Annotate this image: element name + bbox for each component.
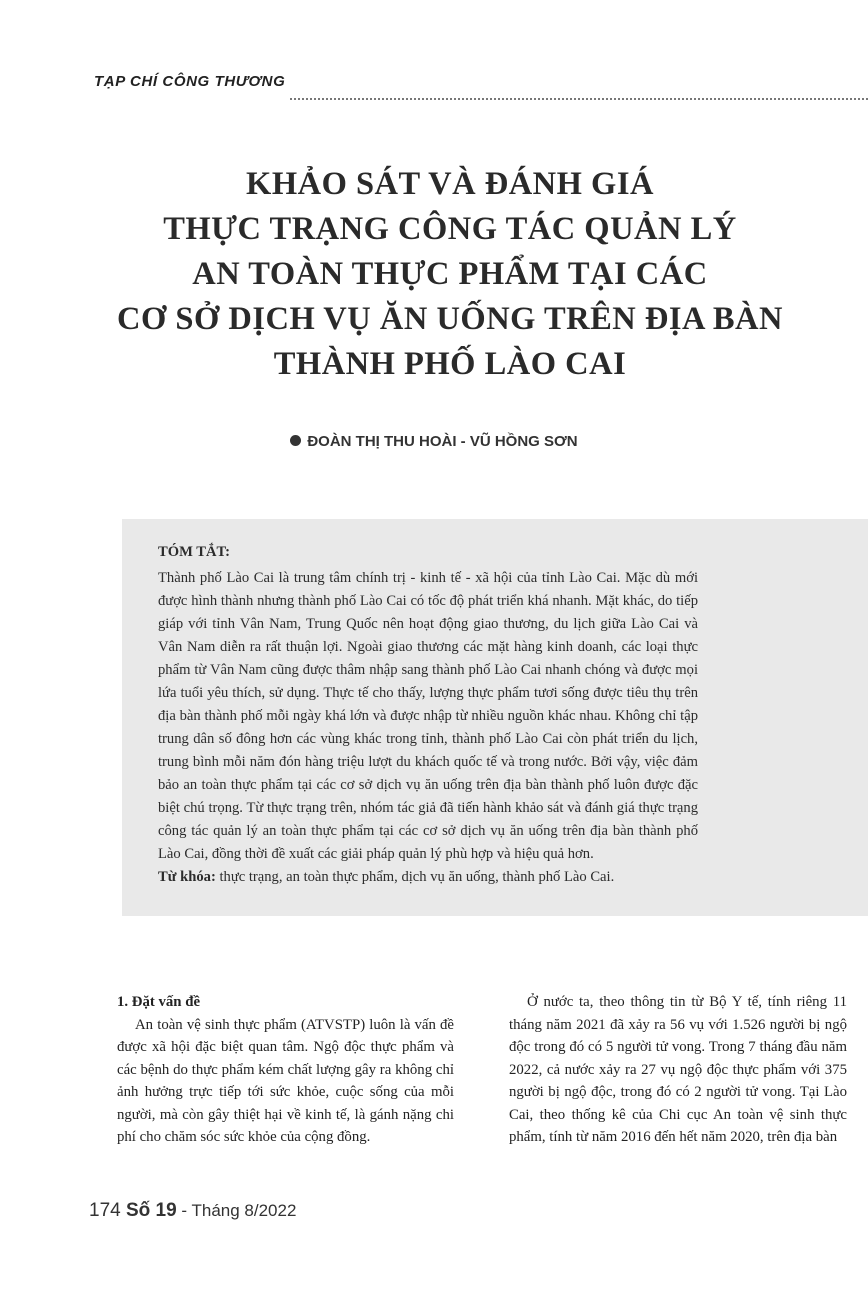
title-line: KHẢO SÁT VÀ ĐÁNH GIÁ [246, 166, 654, 202]
title-line: CƠ SỞ DỊCH VỤ ĂN UỐNG TRÊN ĐỊA BÀN [117, 301, 783, 337]
keywords-label: Từ khóa: [158, 869, 216, 885]
keywords [158, 866, 698, 889]
title-line: AN TOÀN THỰC PHẨM TẠI CÁC [192, 256, 708, 292]
section-heading: 1. Đặt vấn đề [117, 994, 201, 1010]
left-column [117, 991, 454, 1149]
abstract-heading: TÓM TẮT: [158, 544, 231, 560]
article-title [60, 162, 840, 387]
author-line [0, 433, 868, 450]
abstract-content [158, 541, 698, 889]
page-footer [89, 1200, 296, 1222]
issue-number: Số 19 [125, 1200, 177, 1221]
abstract-box [122, 519, 868, 916]
title-line: THỰC TRẠNG CÔNG TÁC QUẢN LÝ [163, 211, 737, 247]
abstract-body: Thành phố Lào Cai là trung tâm chính trị - kinh tế - xã hội của tỉnh Lào Cai. Mặc dù mới được hình thành nhưng thành phố Lào Cai có tốc độ phát triển khá nhanh. Mặt khác, do tiếp giáp với tỉnh Vân Nam, Trung Quốc nên hoạt động giao thương, du lịch giữa Lào Cai và Vân Nam diễn ra rất thuận lợi. Ngoài giao thương các mặt hàng kinh doanh, các loại thực phẩm từ Vân Nam cũng được thâm nhập sang thành phố Lào Cai nhanh chóng và được mọi lứa tuổi yêu thích, sử dụng. Thực tế cho thấy, lượng thực phẩm tươi sống được tiêu thụ trên địa bàn thành phố mỗi ngày khá lớn và được nhập từ nhiều nguồn khác nhau. Không chỉ tập trung dân số đông hơn các vùng khác trong tỉnh, thành phố Lào Cai còn phát triển du lịch, trung bình mỗi năm đón hàng triệu lượt du khách quốc tế và trong nước. Bởi vậy, việc đảm bảo an toàn thực phẩm tại các cơ sở dịch vụ ăn uống trên địa bàn thành phố luôn được đặc biệt chú trọng. Từ thực trạng trên, nhóm tác giả đã tiến hành khảo sát và đánh giá thực trạng công tác quản lý an toàn thực phẩm tại các cơ sở dịch vụ ăn uống trên địa bàn thành phố Lào Cai, đồng thời đề xuất các giải pháp quản lý phù hợp và hiệu quả hơn. [158, 570, 698, 862]
journal-name: TẠP CHÍ CÔNG THƯƠNG [94, 73, 286, 90]
authors: ĐOÀN THỊ THU HOÀI - VŨ HỒNG SƠN [307, 433, 578, 450]
right-column [509, 991, 847, 1149]
page-number: 174 [89, 1200, 121, 1221]
bullet-icon [290, 435, 301, 446]
paragraph: An toàn vệ sinh thực phẩm (ATVSTP) luôn là vấn đề được xã hội đặc biệt quan tâm. Ngộ độc thực phẩm và các bệnh do thực phẩm kém chất lượng gây ra không chỉ ảnh hưởng trực tiếp tới sức khỏe, cuộc sống của mỗi người, mà còn gây thiệt hại về kinh tế, là gánh nặng chi phí cho chăm sóc sức khỏe của cộng đồng. [117, 1016, 454, 1145]
title-line: THÀNH PHỐ LÀO CAI [273, 346, 627, 382]
header-rule [290, 98, 868, 100]
keywords-text: thực trạng, an toàn thực phẩm, dịch vụ ăn uống, thành phố Lào Cai. [215, 869, 615, 885]
issue-date: - Tháng 8/2022 [176, 1201, 297, 1220]
paragraph: Ở nước ta, theo thông tin từ Bộ Y tế, tính riêng 11 tháng năm 2021 đã xảy ra 56 vụ với 1.526 người bị ngộ độc trong đó có 5 người tử vong. Trong 7 tháng đầu năm 2022, cả nước xảy ra 27 vụ ngộ độc thực phẩm với 375 người bị ngộ độc, trong đó có 2 người tử vong. Tại Lào Cai, theo thống kê của Chi cục An toàn vệ sinh thực phẩm, tính từ năm 2016 đến hết năm 2020, trên địa bàn [509, 994, 847, 1145]
